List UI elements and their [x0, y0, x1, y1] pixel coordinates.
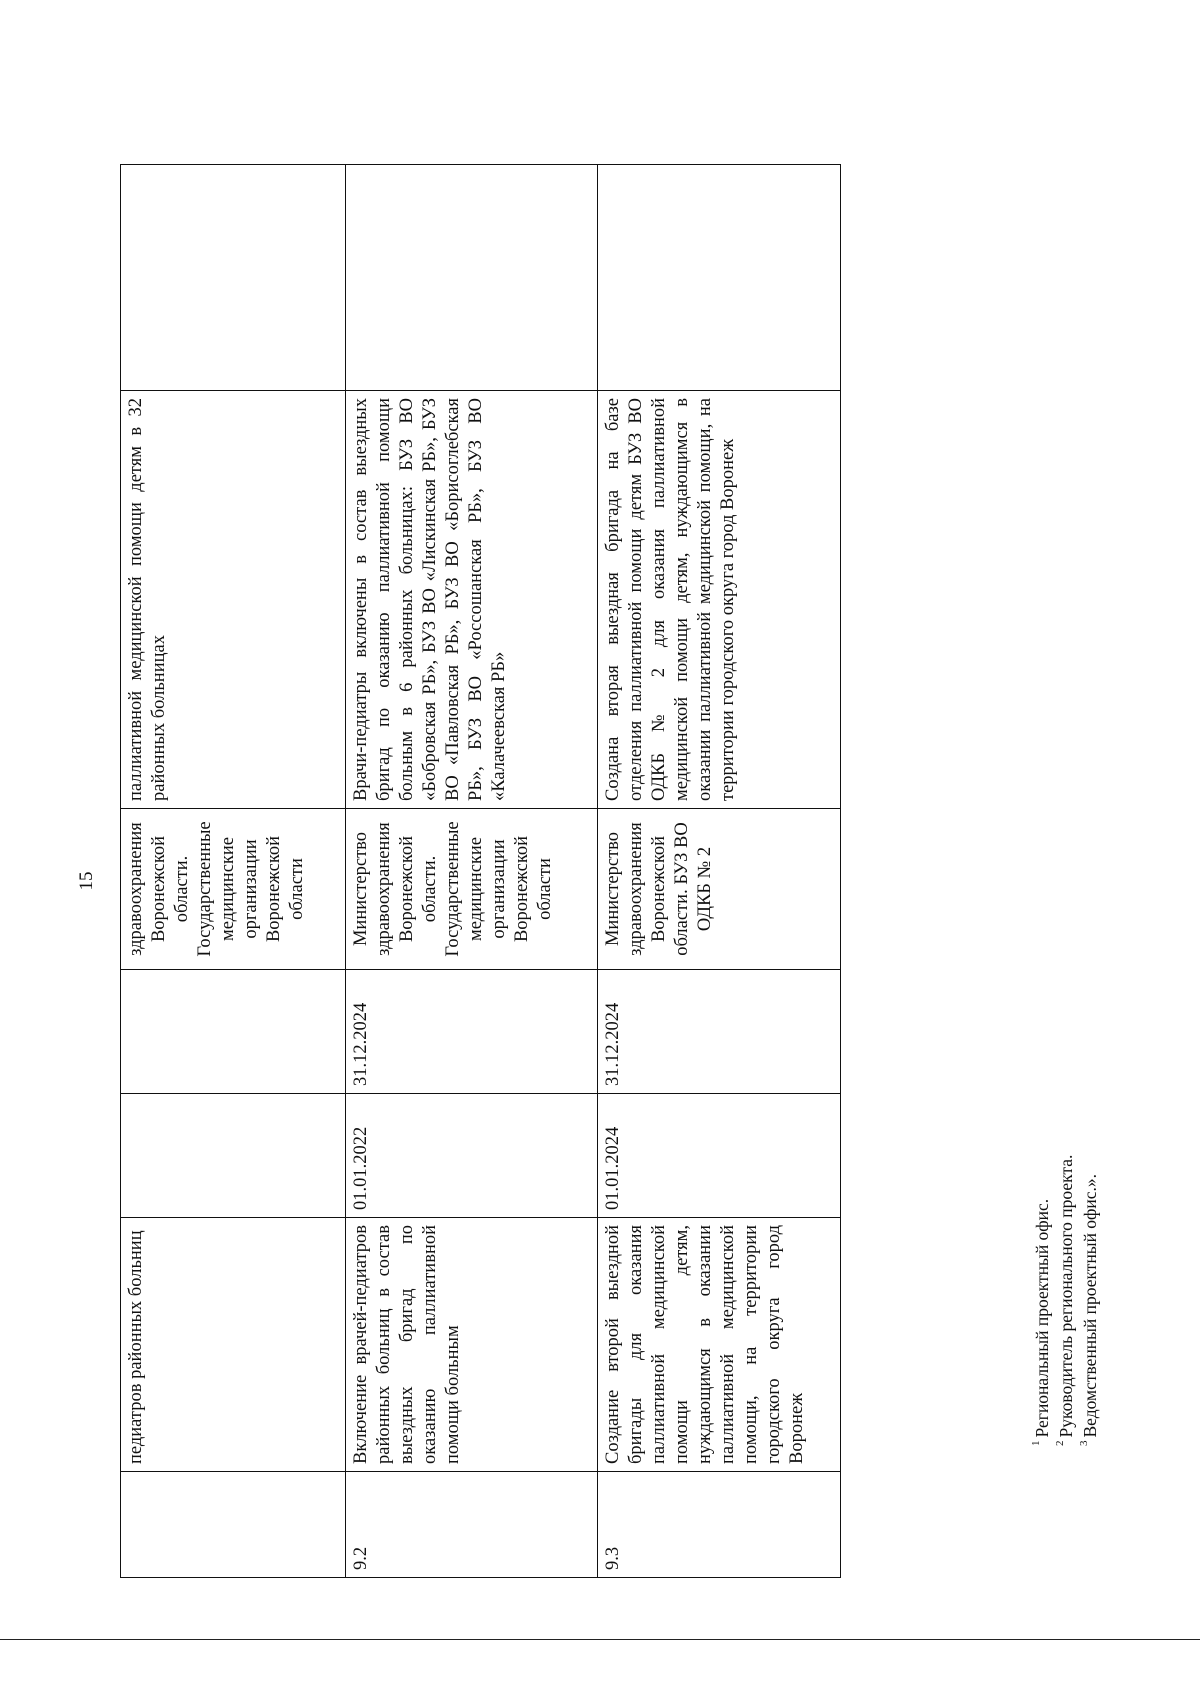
footnote [1052, 1155, 1076, 1446]
footnote-text: Руководитель регионального проекта. [1055, 1154, 1076, 1438]
extra-cell [346, 165, 598, 391]
end-date-cell: 31.12.2024 [346, 970, 598, 1094]
task-cell: педиатров районных больниц [121, 1218, 346, 1472]
footnote [1076, 1155, 1100, 1446]
responsible-cell: Министерство здравоохранения Воронежской области. Государственные медицинские организации Воронежской области [346, 809, 598, 970]
bottom-scan-line [0, 1639, 1200, 1640]
end-date-cell: 31.12.2024 [598, 970, 841, 1094]
footnote-text: Ведомственный проектный офис.». [1079, 1173, 1100, 1438]
start-date-cell: 01.01.2024 [598, 1094, 841, 1218]
table-row [346, 165, 598, 1578]
task-cell: Включение врачей-педиатров районных больниц в состав выездных бригад по оказанию паллиативной помощи больным [346, 1218, 598, 1472]
footnote [1028, 1155, 1052, 1446]
task-cell: Создание второй выездной бригады для оказания паллиативной медицинской помощи детям, нуждающимся в оказании паллиативной медицинской помощи, на территории городского округа город Воронеж [598, 1218, 841, 1472]
row-number-cell: 9.2 [346, 1472, 598, 1578]
responsible-cell: здравоохранения Воронежской области. Государственные медицинские организации Воронежской области [121, 809, 346, 970]
footnote-mark: 3 [1077, 1440, 1090, 1446]
responsible-cell: Министерство здравоохранения Воронежской области. БУЗ ВО ОДКБ № 2 [598, 809, 841, 970]
row-number-cell [121, 1472, 346, 1578]
footnotes [1028, 1155, 1099, 1446]
start-date-cell [121, 1094, 346, 1218]
extra-cell [598, 165, 841, 391]
result-cell: Врачи-педиатры включены в состав выездных бригад по оказанию паллиативной помощи больным в 6 районных больницах: БУЗ ВО «Бобровская РБ», БУЗ ВО «Лискинская РБ», БУЗ ВО «Павловская РБ», БУЗ ВО «Борисоглебская РБ», БУЗ ВО «Россошанская РБ», БУЗ ВО «Калачеевская РБ» [346, 391, 598, 809]
end-date-cell [121, 970, 346, 1094]
measures-table [120, 164, 841, 1578]
row-number-cell: 9.3 [598, 1472, 841, 1578]
footnote-mark: 1 [1030, 1440, 1042, 1446]
result-cell: Создана вторая выездная бригада на базе отделения паллиативной помощи детям БУЗ ВО ОДКБ № 2 для оказания паллиативной медицинской помощи детям, нуждающимся в оказании паллиативной медицинской помощи, на территории городского округа город Воронеж [598, 391, 841, 809]
start-date-cell: 01.01.2022 [346, 1094, 598, 1218]
page-number: 15 [76, 871, 97, 891]
table-row [121, 165, 346, 1578]
table-row [598, 165, 841, 1578]
footnote-text: Региональный проектный офис. [1031, 1198, 1052, 1438]
footnote-mark: 2 [1053, 1440, 1066, 1446]
result-cell: паллиативной медицинской помощи детям в 32 районных больницах [121, 391, 346, 809]
extra-cell [121, 165, 346, 391]
